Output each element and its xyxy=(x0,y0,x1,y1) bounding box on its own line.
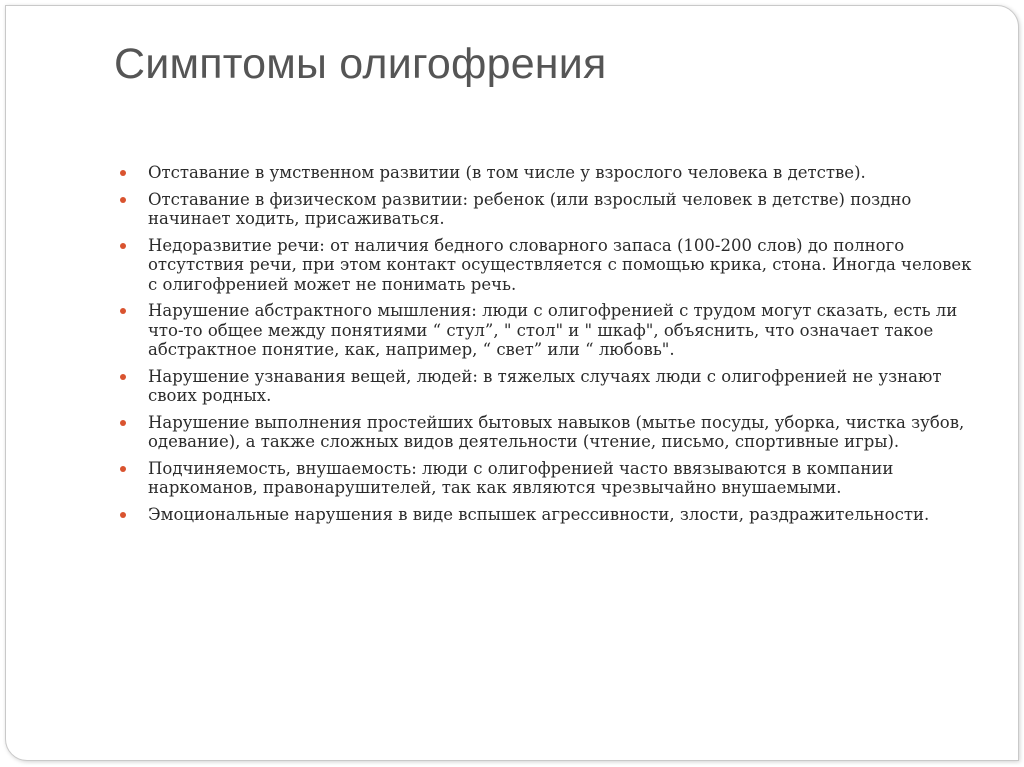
bullet-item-8 xyxy=(114,505,974,525)
bullet-text-4: Нарушение абстрактного мышления: люди с олигофренией с трудом могут сказать, есть ли что-то общее между понятиями “ стул”, " стол" и " шкаф", объяснить, что означает такое абстрактное понятие, как, например, “ свет” или “ любовь". xyxy=(148,301,958,359)
bullet-item-7 xyxy=(114,459,974,498)
bullet-text-6: Нарушение выполнения простейших бытовых навыков (мытье посуды, уборка, чистка зубов, одевание), а также сложных видов деятельности (чтение, письмо, спортивные игры). xyxy=(148,412,965,451)
bullet-text-7: Подчиняемость, внушаемость: люди с олигофренией часто ввязываются в компании наркоманов, правонарушителей, так как являются чрезвычайно внушаемыми. xyxy=(148,458,894,497)
bullet-item-1 xyxy=(114,163,974,183)
bullet-dot-icon xyxy=(120,243,126,249)
bullet-dot-icon xyxy=(120,420,126,426)
slide-title: Симптомы олигофрения xyxy=(114,40,607,88)
bullet-dot-icon xyxy=(120,374,126,380)
bullet-dot-icon xyxy=(120,512,126,518)
bullet-item-5 xyxy=(114,367,974,406)
bullet-dot-icon xyxy=(120,197,126,203)
bullet-dot-icon xyxy=(120,308,126,314)
bullet-item-6 xyxy=(114,413,974,452)
bullet-dot-icon xyxy=(120,170,126,176)
bullet-text-2: Отставание в физическом развитии: ребенок (или взрослый человек в детстве) поздно начинает ходить, присаживаться. xyxy=(148,189,912,228)
bullet-text-5: Нарушение узнавания вещей, людей: в тяжелых случаях люди с олигофренией не узнают своих родных. xyxy=(148,366,942,405)
bullet-text-1: Отставание в умственном развитии (в том числе у взрослого человека в детстве). xyxy=(148,163,866,182)
bullet-item-2 xyxy=(114,190,974,229)
bullet-item-4 xyxy=(114,301,974,360)
bullet-text-3: Недоразвитие речи: от наличия бедного словарного запаса (100-200 слов) до полного отсутствия речи, при этом контакт осуществляется с помощью крика, стона. Иногда человек с олигофренией может не понимать речь. xyxy=(148,235,972,294)
bullet-item-3 xyxy=(114,236,974,295)
bullet-list xyxy=(114,163,974,531)
slide xyxy=(5,5,1019,761)
bullet-text-8: Эмоциональные нарушения в виде вспышек агрессивности, злости, раздражительности. xyxy=(148,504,930,524)
bullet-dot-icon xyxy=(120,466,126,472)
